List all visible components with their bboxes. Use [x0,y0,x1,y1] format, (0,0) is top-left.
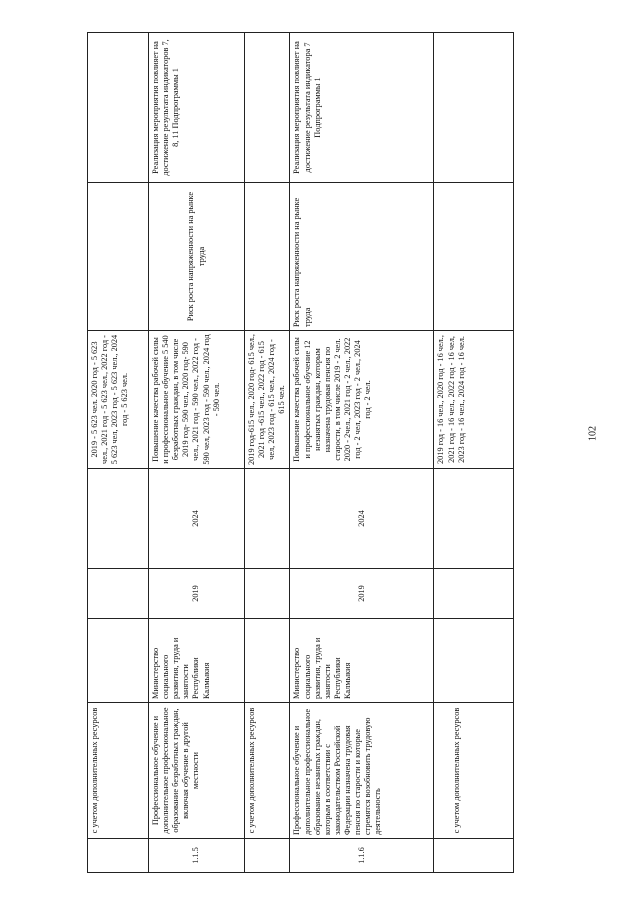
executor-cell: Министерство социального развития, труда и занятости Республики Калмыкия [290,619,434,703]
measure-cell: с учетом дополнительных ресурсов [245,703,290,839]
result-cell: 2019 - 5 623 чел. 2020 год - 5 623 чел., 2021 год - 5 623 чел., 2022 год - 5 623 чел, 2023 год - 5 623 чел., 2024 год - 5 623 чел. [88,331,149,469]
rotated-table-region [87,33,513,873]
indicator-cell [434,33,514,183]
executor-cell: Министерство социального развития, труда и занятости Республики Калмыкия [149,619,245,703]
measure-cell: с учетом дополнительных ресурсов [88,703,149,839]
start-year-cell [88,569,149,619]
result-cell: Повышение качества рабочей силы и профессиональное обучение 12 незанятых граждан, которым назначена трудовая пенсия по старости, в том числе 2019 - 2 чел. 2020 - 2чел., 2021 год - 2 чел., 2022 год - 2 чел, 2023 год - 2 чел., 2024 год - 2 чел. [290,331,434,469]
end-year-cell [434,469,514,569]
executor-cell [245,619,290,703]
risks-cell: Риск роста напряженности на рынке труда [149,183,245,331]
end-year-cell: 2024 [290,469,434,569]
start-year-cell [245,569,290,619]
measure-cell: Профессиональное обучение и дополнительное профессиональное образование безработных граждан, включая обучение в другой местности [149,703,245,839]
indicator-cell [245,33,290,183]
measure-cell: с учетом дополнительных ресурсов [434,703,514,839]
indicator-cell [88,33,149,183]
row-number [88,839,149,873]
table-row [434,33,514,873]
row-number: 1.1.6 [290,839,434,873]
page-number: 102 [587,426,599,441]
table-row [290,33,434,873]
table-row [149,33,245,873]
start-year-cell [434,569,514,619]
row-number: 1.1.5 [149,839,245,873]
result-cell: 2019 год - 16 чел., 2020 год - 16 чел., 2021 год - 16 чел., 2022 год - 16 чел, 2023 год - 16 чел., 2024 год - 16 чел. [434,331,514,469]
end-year-cell [245,469,290,569]
risks-cell [245,183,290,331]
risks-cell: Риск роста напряженности на рынке труда [290,183,434,331]
executor-cell [88,619,149,703]
indicator-cell: Реализация мероприятия повлияет на достижение результата индикатора 7 Подпрограммы 1 [290,33,434,183]
start-year-cell: 2019 [149,569,245,619]
table-row [245,33,290,873]
executor-cell [434,619,514,703]
row-number [434,839,514,873]
result-cell: 2019 год-615 чел., 2020 год- 615 чел., 2021 год -615 чел., 2022 год - 615 чел, 2023 год - 615 чел., 2024 год - 615 чел. [245,331,290,469]
risks-cell [88,183,149,331]
measure-cell: Профессиональное обучение и дополнительное профессиональное образование незанятых граждан, которым в соответствии с законодательством Российской Федерации назначена трудовая пенсия по старости и которые стремятся возобновить трудовую деятельность [290,703,434,839]
end-year-cell: 2024 [149,469,245,569]
start-year-cell: 2019 [290,569,434,619]
row-number [245,839,290,873]
measures-table [87,32,514,873]
risks-cell [434,183,514,331]
result-cell: Повышение качества рабочей силы и профессиональное обучение 5 540 безработных граждан, в том числе 2019 год- 590 чел., 2020 год- 590 чел., 2021 год - 590 чел., 2022 год - 590 чел, 2023 год - 590 чел., 2024 год - 590 чел. [149,331,245,469]
indicator-cell: Реализация мероприятия повлияет на достижение результата индикаторов 7, 8, 11 Подпрограммы 1 [149,33,245,183]
end-year-cell [88,469,149,569]
table-row [88,33,149,873]
